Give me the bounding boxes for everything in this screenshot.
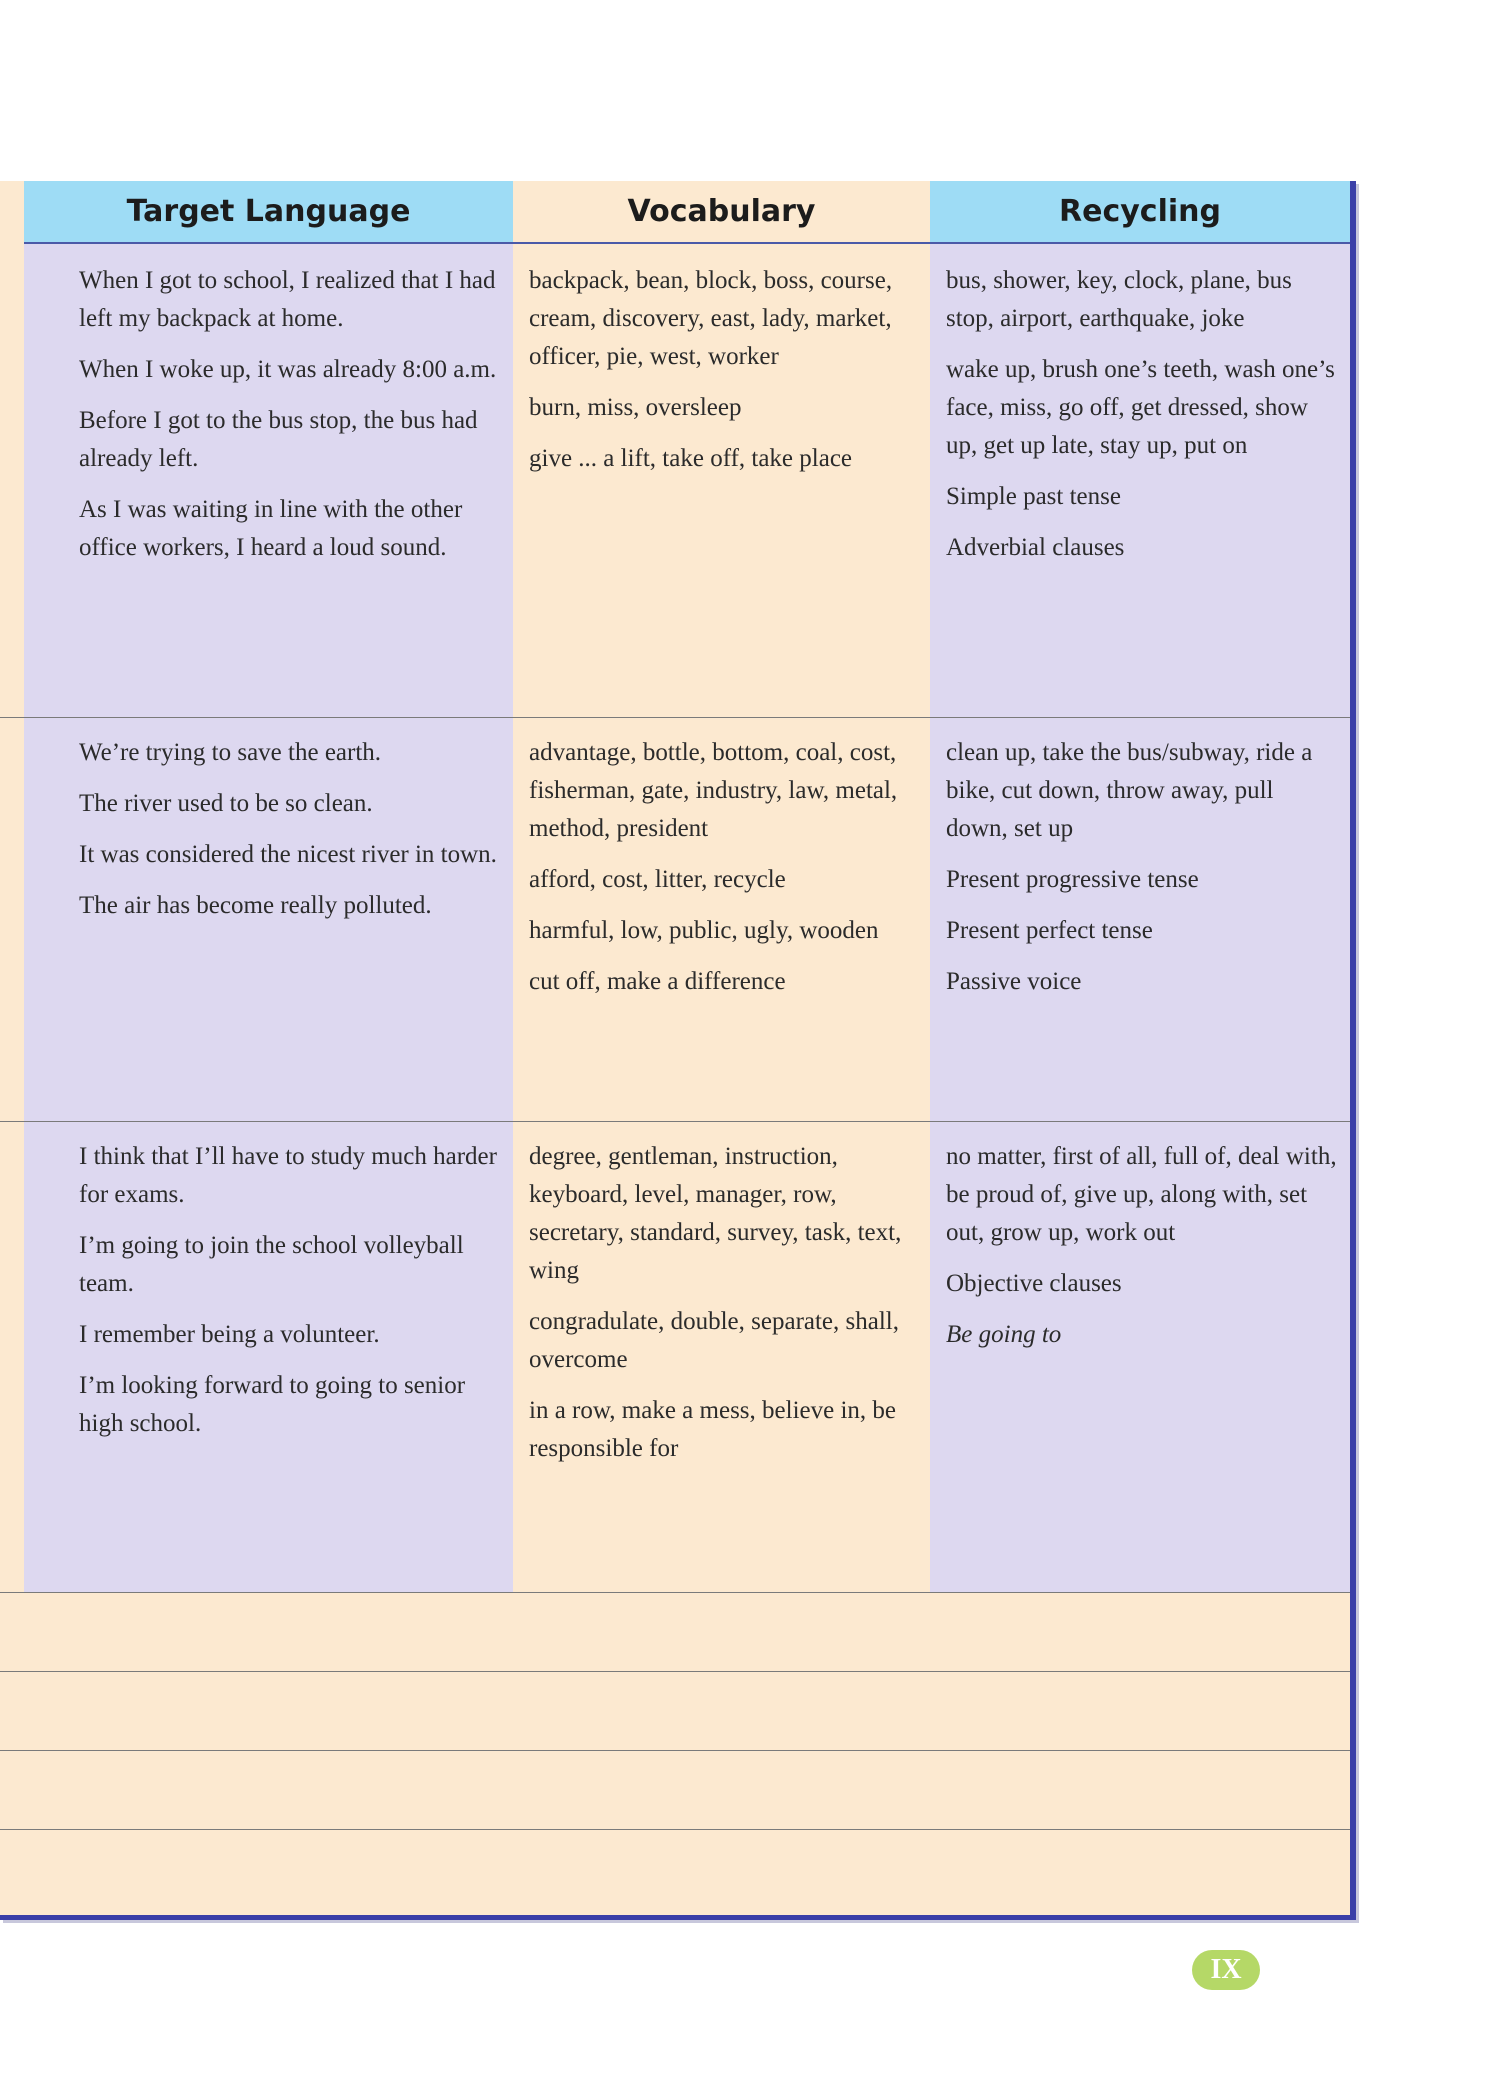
- empty-row-divider: [0, 1750, 1350, 1751]
- recycling-group: bus, shower, key, clock, plane, bus stop, airport, earthquake, joke: [946, 267, 1292, 332]
- target-sentence: I’m going to join the school volleyball team.: [79, 1232, 464, 1297]
- vocab-group: cut off, make a difference: [529, 968, 786, 995]
- recycling-group: clean up, take the bus/subway, ride a bike, cut down, throw away, pull down, set up: [946, 739, 1313, 842]
- vocab-group: congradulate, double, separate, shall, overcome: [529, 1308, 899, 1373]
- target-sentence: When I got to school, I realized that I had left my backpack at home.: [79, 267, 496, 332]
- header-recycling: Recycling: [930, 181, 1350, 244]
- row1-vocab-cell: [513, 244, 930, 717]
- header-vocabulary: Vocabulary: [513, 181, 930, 244]
- row3-recycling-cell: [930, 1122, 1350, 1592]
- recycling-group: Simple past tense: [946, 483, 1121, 510]
- target-sentence: The river used to be so clean.: [79, 790, 373, 817]
- empty-row-divider: [0, 1829, 1350, 1830]
- empty-row-divider: [0, 1671, 1350, 1672]
- target-sentence: The air has become really polluted.: [79, 892, 432, 919]
- recycling-group: Present perfect tense: [946, 917, 1153, 944]
- target-sentence: It was considered the nicest river in town.: [79, 841, 497, 868]
- vocab-group: degree, gentleman, instruction, keyboard, level, manager, row, secretary, standard, survey, task, text, wing: [529, 1143, 902, 1284]
- row3-vocab-cell: [513, 1122, 930, 1592]
- target-sentence: Before I got to the bus stop, the bus had already left.: [79, 407, 478, 472]
- target-sentence: I’m looking forward to going to senior high school.: [79, 1372, 466, 1437]
- vocab-group: advantage, bottle, bottom, coal, cost, fisherman, gate, industry, law, metal, method, president: [529, 739, 898, 842]
- target-sentence: I think that I’ll have to study much harder for exams.: [79, 1143, 497, 1208]
- header-target-language: Target Language: [24, 181, 513, 244]
- vocab-group: harmful, low, public, ugly, wooden: [529, 917, 879, 944]
- row2-target-cell: [24, 718, 513, 1121]
- recycling-group: Passive voice: [946, 968, 1082, 995]
- vocab-group: burn, miss, oversleep: [529, 394, 742, 421]
- row-divider: [0, 1592, 1350, 1593]
- vocab-group: afford, cost, litter, recycle: [529, 866, 786, 893]
- vocab-group: in a row, make a mess, believe in, be responsible for: [529, 1397, 897, 1462]
- recycling-group: Adverbial clauses: [946, 534, 1125, 561]
- row1-target-cell: [24, 244, 513, 717]
- syllabus-table: [0, 181, 1356, 1920]
- row1-recycling-cell: [930, 244, 1350, 717]
- page-number-badge: IX: [1192, 1950, 1260, 1990]
- vocab-group: give ... a lift, take off, take place: [529, 445, 853, 472]
- recycling-group: no matter, first of all, full of, deal with, be proud of, give up, along with, set out, grow up, work out: [946, 1143, 1337, 1246]
- recycling-group: wake up, brush one’s teeth, wash one’s face, miss, go off, get dressed, show up, get up late, stay up, put on: [946, 356, 1335, 459]
- vocab-group: backpack, bean, block, boss, course, cream, discovery, east, lady, market, officer, pie, west, worker: [529, 267, 893, 370]
- recycling-group: Be going to: [946, 1321, 1062, 1348]
- target-sentence: I remember being a volunteer.: [79, 1321, 380, 1348]
- target-sentence: When I woke up, it was already 8:00 a.m.: [79, 356, 497, 383]
- row3-target-cell: [24, 1122, 513, 1592]
- row2-vocab-cell: [513, 718, 930, 1121]
- target-sentence: We’re trying to save the earth.: [79, 739, 382, 766]
- recycling-group: Present progressive tense: [946, 866, 1199, 893]
- target-sentence: As I was waiting in line with the other office workers, I heard a loud sound.: [79, 496, 463, 561]
- left-strip: [0, 181, 24, 1592]
- row2-recycling-cell: [930, 718, 1350, 1121]
- recycling-group: Objective clauses: [946, 1270, 1122, 1297]
